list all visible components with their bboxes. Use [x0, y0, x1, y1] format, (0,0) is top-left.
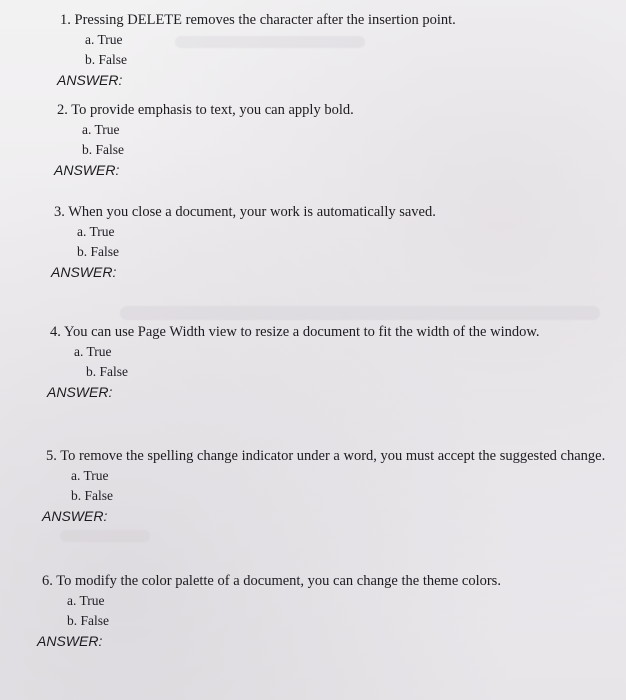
option-true: a. True — [77, 224, 115, 239]
answer-label: ANSWER: — [54, 162, 120, 178]
answer-label: ANSWER: — [57, 72, 123, 88]
option-true: a. True — [71, 468, 109, 483]
option-true: a. True — [67, 593, 105, 608]
option-false: b. False — [85, 52, 127, 67]
question-text: 1. Pressing DELETE removes the character after the insertion point. — [60, 12, 456, 28]
option-false: b. False — [82, 142, 124, 157]
question-text: 2. To provide emphasis to text, you can apply bold. — [57, 102, 354, 118]
question-6 — [37, 571, 501, 651]
option-true: a. True — [85, 32, 123, 47]
answer-label: ANSWER: — [42, 508, 108, 524]
show-through-smudge — [60, 530, 150, 542]
option-false: b. False — [67, 613, 109, 628]
show-through-smudge — [120, 306, 600, 320]
option-false: b. False — [86, 364, 128, 379]
option-false: b. False — [71, 488, 113, 503]
question-text: 4. You can use Page Width view to resize a document to fit the width of the window. — [50, 324, 540, 340]
question-3 — [51, 202, 436, 282]
question-1 — [57, 10, 456, 90]
answer-label: ANSWER: — [51, 264, 117, 280]
answer-label: ANSWER: — [37, 633, 103, 649]
option-false: b. False — [77, 244, 119, 259]
question-text: 6. To modify the color palette of a document, you can change the theme colors. — [42, 573, 501, 589]
question-2 — [54, 100, 354, 180]
answer-label: ANSWER: — [47, 384, 113, 400]
option-true: a. True — [74, 344, 112, 359]
question-5 — [42, 446, 606, 526]
option-true: a. True — [82, 122, 120, 137]
question-4 — [47, 322, 540, 402]
question-text: 3. When you close a document, your work is automatically saved. — [54, 204, 436, 220]
question-text: 5. To remove the spelling change indicator under a word, you must accept the suggested change. — [46, 448, 606, 464]
